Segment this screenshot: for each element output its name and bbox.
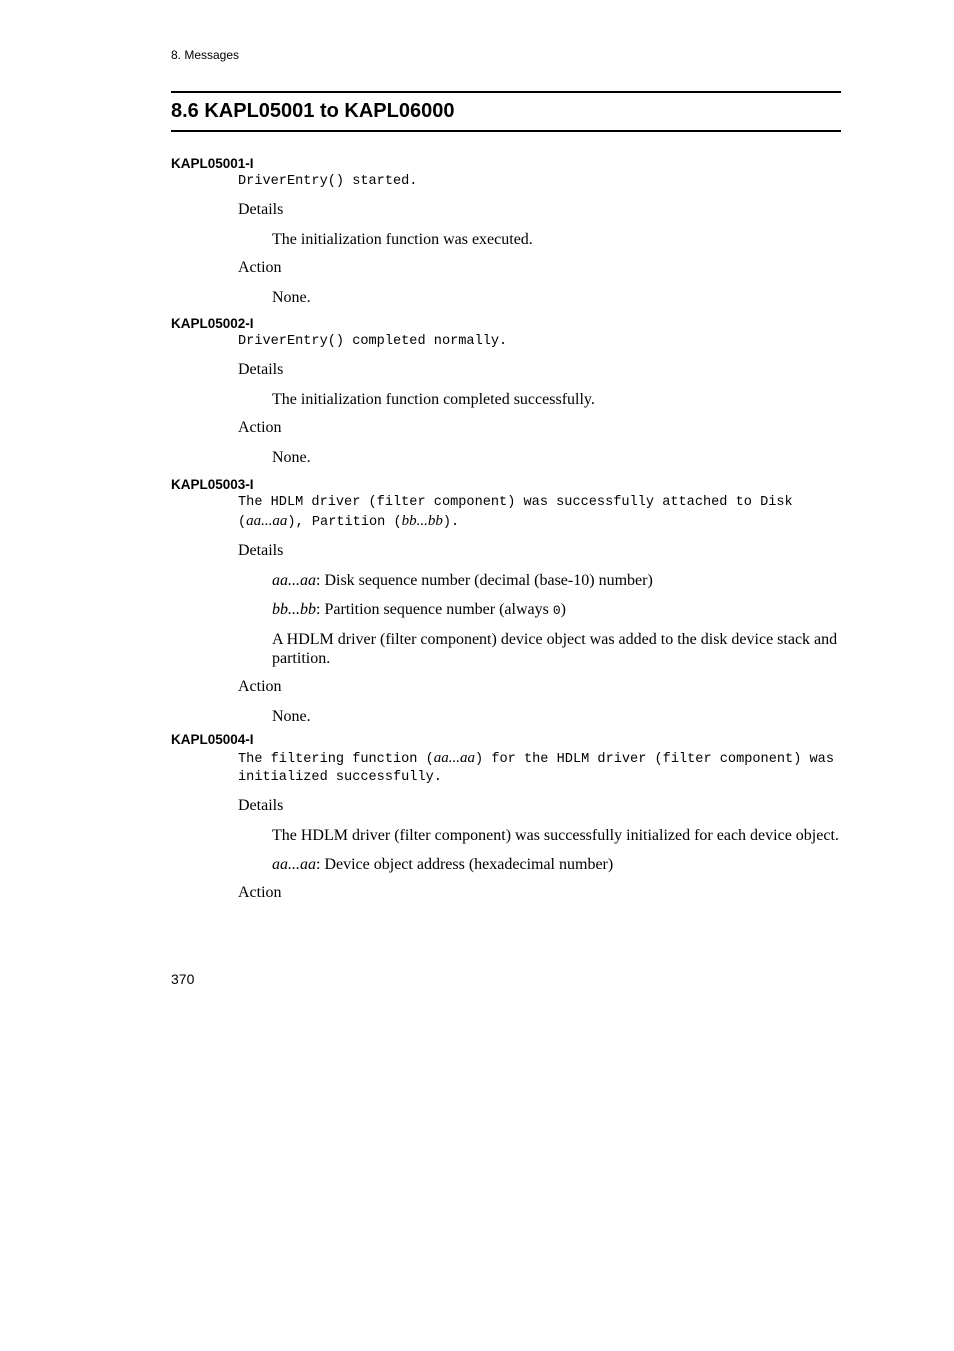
details-text xyxy=(272,600,841,620)
message-id: KAPL05004-I xyxy=(171,732,254,747)
section-title-text: 8.6 KAPL05001 to KAPL06000 xyxy=(171,100,455,122)
details-variable: aa...aa xyxy=(272,856,316,873)
details-text-part: : Disk sequence number (decimal (base-10) number) xyxy=(316,572,653,589)
message-text: DriverEntry() started. xyxy=(238,174,418,189)
message-id: KAPL05002-I xyxy=(171,316,254,331)
message-kapl05001 xyxy=(171,155,841,307)
message-text: DriverEntry() completed normally. xyxy=(238,334,508,349)
message-text xyxy=(238,494,841,532)
action-text: None. xyxy=(272,449,311,466)
details-label: Details xyxy=(238,201,284,218)
details-text xyxy=(272,571,841,590)
details-text xyxy=(272,855,841,874)
details-text: A HDLM driver (filter component) device object was added to the disk device stack and partition. xyxy=(272,631,838,667)
details-text: The initialization function completed successfully. xyxy=(272,391,595,408)
message-text-part: The HDLM driver (filter component) was successfully attached to Disk ( xyxy=(238,495,801,530)
message-kapl05003 xyxy=(171,476,841,726)
details-text: The initialization function was executed. xyxy=(272,231,533,248)
action-label: Action xyxy=(238,259,282,276)
action-text: None. xyxy=(272,708,311,725)
message-kapl05002 xyxy=(171,315,841,467)
page-number: 370 xyxy=(171,971,195,987)
message-id: KAPL05001-I xyxy=(171,156,254,171)
action-text: None. xyxy=(272,289,311,306)
details-text: The HDLM driver (filter component) was successfully initialized for each device object. xyxy=(272,827,839,844)
message-text-part: ) for the HDLM driver (filter component) was initialized successfully. xyxy=(238,752,843,785)
action-label: Action xyxy=(238,884,282,901)
details-variable: bb...bb xyxy=(272,601,316,618)
details-variable: aa...aa xyxy=(272,572,316,589)
message-id: KAPL05003-I xyxy=(171,477,254,492)
message-text-part: ). xyxy=(442,515,460,530)
details-text-part: ) xyxy=(560,601,566,618)
message-text-part: ), Partition ( xyxy=(287,515,402,530)
details-label: Details xyxy=(238,542,284,559)
details-text-part: : Device object address (hexadecimal number) xyxy=(316,856,614,873)
details-code: 0 xyxy=(552,603,561,618)
message-variable: bb...bb xyxy=(401,513,443,529)
running-head: 8. Messages xyxy=(171,48,240,62)
action-label: Action xyxy=(238,419,282,436)
details-label: Details xyxy=(238,361,284,378)
message-text xyxy=(238,749,841,787)
message-kapl05004 xyxy=(171,731,841,903)
section-title xyxy=(171,91,841,132)
message-variable: aa...aa xyxy=(246,513,288,529)
message-text-part: The filtering function ( xyxy=(238,752,434,767)
action-label: Action xyxy=(238,678,282,695)
details-text-part: : Partition sequence number (always xyxy=(316,601,553,618)
message-variable: aa...aa xyxy=(433,750,476,766)
details-label: Details xyxy=(238,797,284,814)
